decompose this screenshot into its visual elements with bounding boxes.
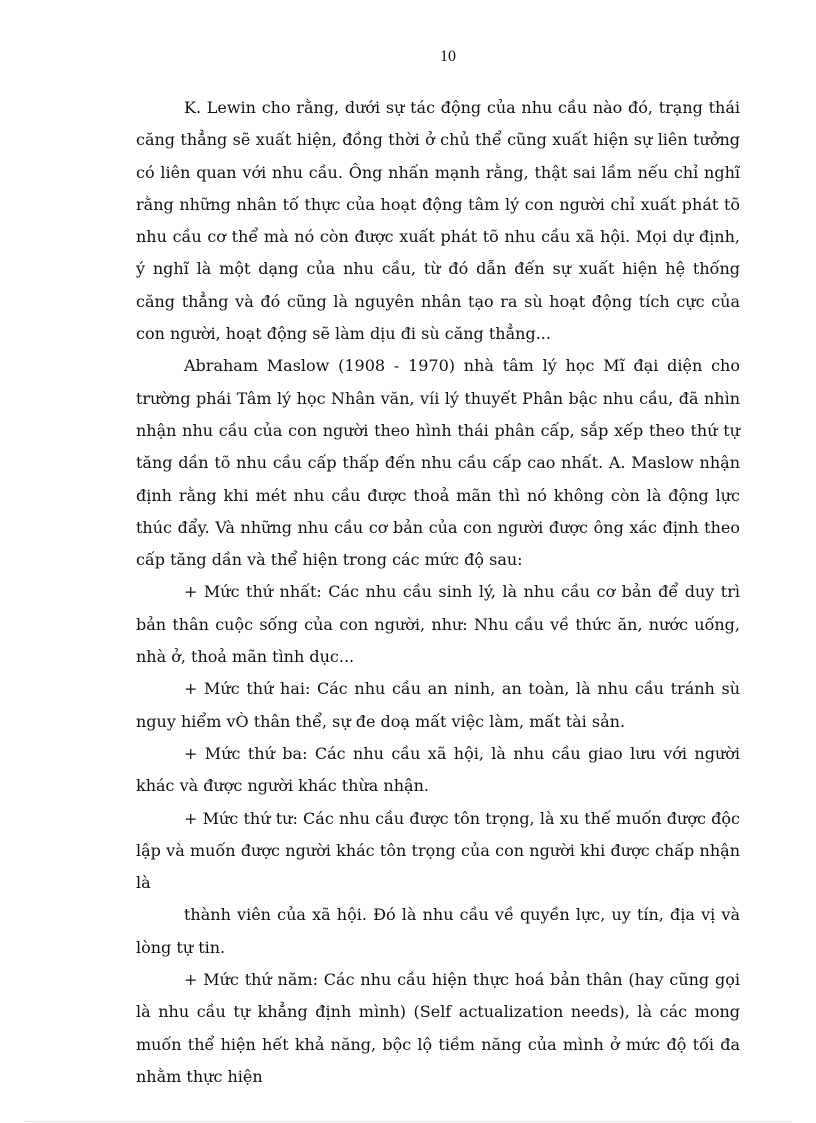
paragraph-level-5: + Mức thứ năm: Các nhu cầu hiện thực hoá bản thân (hay cũng gọi là nhu cầu tự khẳng định mình) (Self actualization needs), là các mong muốn thể hiện hết khả năng, bộc lộ tiềm năng của mình ở mức độ tối đa nhằm thực hiện bbox=[136, 970, 740, 1086]
paragraph-maslow: Abraham Maslow (1908 - 1970) nhà tâm lý học Mĩ đại diện cho trường phái Tâm lý học Nhân văn, víi lý thuyết Phân bậc nhu cầu, đã nhìn nhận nhu cầu của con người theo hình thái phân cấp, sắp xếp theo thứ tự tăng dần tõ nhu cầu cấp thấp đến nhu cầu cấp cao nhất. A. Maslow nhận định rằng khi mét nhu cầu được thoả mãn thì nó không còn là động lực thúc đẩy. Và những nhu cầu cơ bản của con người được ông xác định theo cấp tăng dần và thể hiện trong các mức độ sau: bbox=[136, 356, 740, 570]
paragraph-level-3: + Mức thứ ba: Các nhu cầu xã hội, là nhu cầu giao lưu với người khác và được người khác thừa nhận. bbox=[136, 743, 740, 796]
page-bottom-divider bbox=[24, 1121, 792, 1122]
body-text bbox=[136, 92, 740, 1093]
paragraph-level-4: + Mức thứ tư: Các nhu cầu được tôn trọng, là xu thế muốn được độc lập và muốn được người khác tôn trọng của con người khi được chấp nhận là bbox=[136, 808, 740, 893]
paragraph-level-4-continued: thành viên của xã hội. Đó là nhu cầu về quyền lực, uy tín, địa vị và lòng tự tin. bbox=[136, 905, 740, 957]
page-number: 10 bbox=[440, 48, 456, 65]
paragraph-level-2: + Mức thứ hai: Các nhu cầu an ninh, an toàn, là nhu cầu tránh sù nguy hiểm vÒ thân thể, sự đe doạ mất việc làm, mất tài sản. bbox=[136, 679, 740, 731]
paragraph-lewin: K. Lewin cho rằng, dưới sự tác động của nhu cầu nào đó, trạng thái căng thẳng sẽ xuất hiện, đồng thời ở chủ thể cũng xuất hiện sự liên tưởng có liên quan với nhu cầu. Ông nhấn mạnh rằng, thật sai lầm nếu chỉ nghĩ rằng những nhân tố thực của hoạt động tâm lý con người chỉ xuất phát tõ nhu cầu cơ thể mà nó còn được xuất phát tõ nhu cầu xã hội. Mọi dự định, ý nghĩ là một dạng của nhu cầu, từ đó dẫn đến sự xuất hiện hệ thống căng thẳng và đó cũng là nguyên nhân tạo ra sù hoạt động tích cực của con người, hoạt động sẽ làm dịu đi sù căng thẳng... bbox=[136, 98, 740, 344]
paragraph-level-1: + Mức thứ nhất: Các nhu cầu sinh lý, là nhu cầu cơ bản để duy trì bản thân cuộc sống của con người, như: Nhu cầu về thức ăn, nước uống, nhà ở, thoả mãn tình dục... bbox=[136, 582, 740, 667]
